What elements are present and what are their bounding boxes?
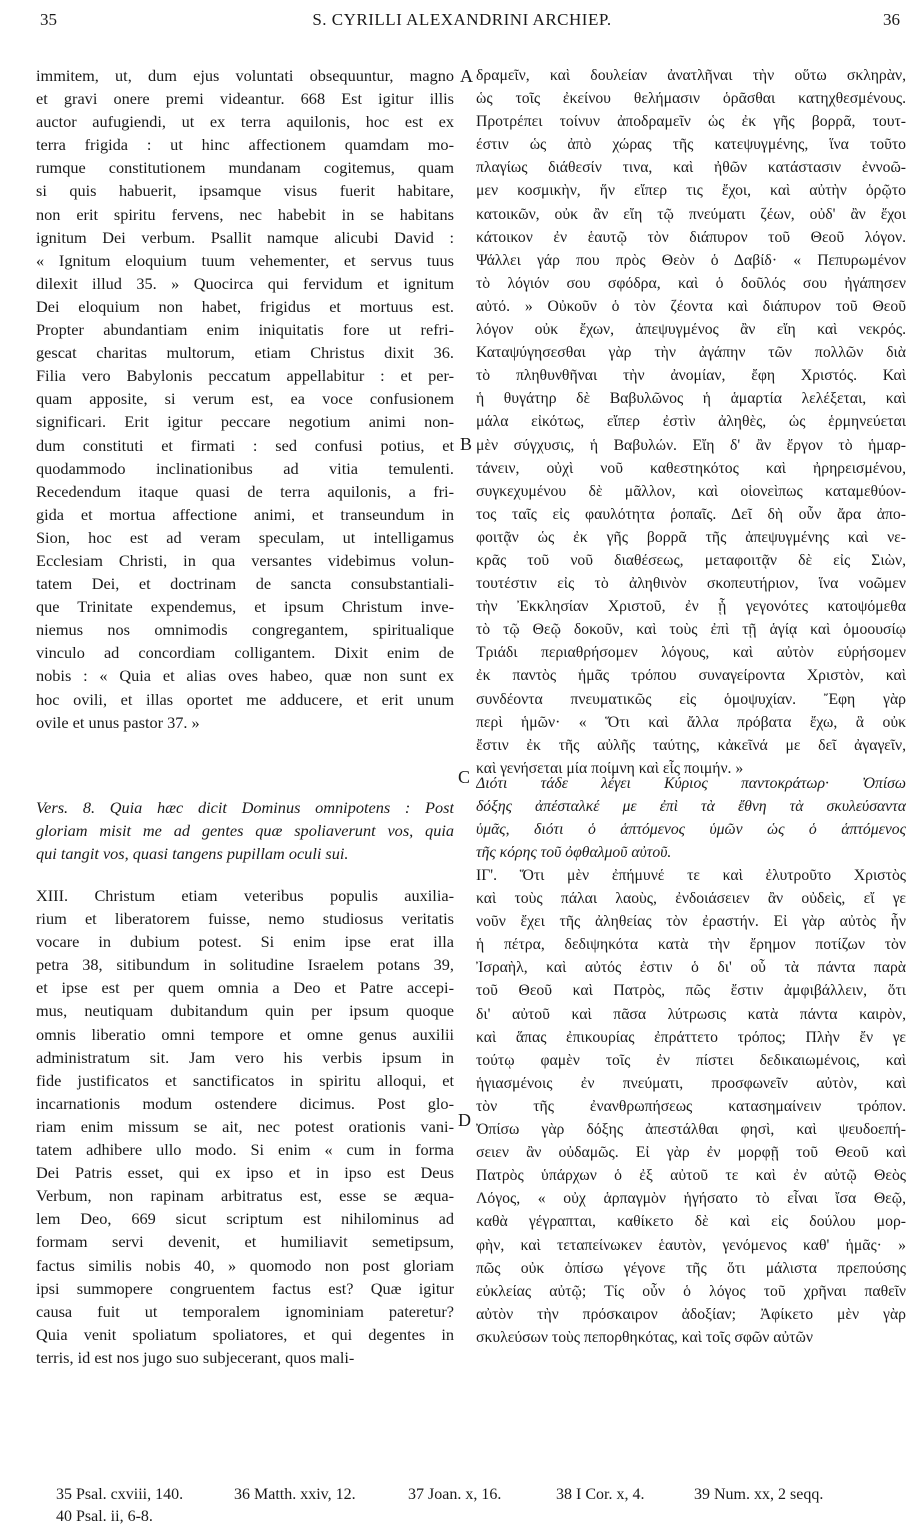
text-line: omnis liberatio omni tempore et omne genus auxilii [36, 1024, 454, 1044]
text-line: συνδέοντα πνευματικῶς εἰς ὁμοψυχίαν. Ἔφη γὰρ [476, 690, 906, 708]
text-line: ovile et unus pastor 37. » [36, 712, 200, 732]
text-line: Διότι τάδε λέγει Κύριος παντοκράτωρ· Ὀπίσω [476, 775, 906, 792]
text-line: lem Deo, 669 sicut scriptum est nihilominus ad [36, 1209, 454, 1229]
latin-column-block-2 [36, 884, 454, 1369]
text-line: Dei Patris esset, qui ex ipso et in ipso est Deus [36, 1163, 454, 1183]
text-line: Ὀπίσω γὰρ δόξης ἀπεστάλθαι φησὶ, καὶ ψευδοεπή- [476, 1121, 906, 1139]
margin-letter-d: D [458, 1110, 471, 1130]
text-line: αὐτό. » Οὐκοῦν ὁ τὸν ζέοντα καὶ διάπυρον τοῦ Θεοῦ [476, 297, 906, 315]
latin-verse [36, 796, 454, 865]
text-line: αὐτὸν τὴν πρόσκαιρον ἀδοξίαν; Ἀφίκετο μὲν γὰρ [476, 1305, 906, 1323]
text-line: τὸ λόγιόν σου σφόδρα, καὶ ὁ δοῦλός σου ἠγάπησεν [476, 274, 906, 292]
text-line: terris, id est nos jugo suo subjecerant, quos mali- [36, 1347, 355, 1367]
text-line: factus similis nobis 40, » quomodo non post gloriam [36, 1255, 454, 1275]
text-line: φοιτᾷν ὡς ἐκ γῆς βορρᾶ τῆς ἀπεψυγμένης καὶ νε- [476, 528, 906, 546]
text-line: τὸν τῆς ἐνανθρωπήσεως κατασημαίνειν τρόπον. [476, 1097, 906, 1115]
text-line: φὴν, καὶ τεταπείνωκεν ἑαυτὸν, γενόμενος καθ' ἡμᾶς· » [476, 1236, 906, 1254]
text-line: vinculo ad concordiam colligantem. Dixit enim de [36, 643, 454, 663]
text-line: πλαγίως διάθεσίν τινα, καὶ ἠθῶν κατάστασιν ἐννοῶ- [476, 159, 906, 177]
text-line: ignitum Dei verbum. Psallit namque alicubi David : [36, 227, 454, 247]
margin-letter-a: A [460, 66, 473, 86]
text-line: τὴν Ἐκκλησίαν Χριστοῦ, ἐν ᾗ γεγονότες κατοψόμεθα [476, 598, 906, 616]
text-line: σειεν ἂν οὐδαμῶς. Εἰ γὰρ ἐν μορφῇ τοῦ Θεοῦ καὶ [476, 1144, 906, 1162]
text-line: gescat charitas multorum, etiam Christus dixit 36. [36, 343, 454, 363]
margin-letter-b: B [460, 434, 473, 454]
text-line: petra 38, sitibundum in solitudine Israelem potans 39, [36, 955, 454, 975]
text-line: ΙΓ'. Ὅτι μὲν ἐπήμυνέ τε καὶ ἐλυτροῦτο Χριστὸς [476, 867, 906, 884]
text-line: ἔστιν ἐκ τῆς αὐλῆς ταύτης, κἀκεῖνά με δεῖ ἀγαγεῖν, [476, 736, 906, 754]
text-line: Filia vero Babylonis peccatum appellabitur : et per- [36, 366, 454, 386]
footnote-38: 38 I Cor. x, 4. [556, 1486, 645, 1503]
text-line: tatem adhibere ullo modo. Si enim « cum in forma [36, 1140, 454, 1160]
text-line: ἡ πέτρα, δεδιψηκότα κατὰ τὴν ἔρημον ποτίζων τὸν [476, 936, 906, 954]
text-line: « Ignitum eloquium tuum vehementer, et servus tuus [36, 250, 454, 270]
text-line: δραμεῖν, καὶ δουλείαν ἀνατλῆναι τὴν οὕτω σκληρὰν, [476, 67, 906, 84]
text-line: immitem, ut, dum ejus voluntati obsequuntur, magno [36, 66, 454, 85]
text-line: κάτοικον ἐν ἑαυτῷ τὸν διάπυρον τοῦ Θεοῦ λόγον. [476, 228, 906, 246]
text-line: τος ταῖς εἰς φαυλότητα ῥοπαῖς. Δεῖ δὴ οὖν ἄρα ἀπο- [476, 505, 906, 523]
text-line: καὶ τοὺς πάλαι λαοὺς, ἐνδοιάσειεν ἂν οὐδεὶς, εἴ γε [476, 890, 906, 908]
text-line: Quia venit spoliatum spoliatores, et qui degentes in [36, 1324, 454, 1344]
footnote-39: 39 Num. xx, 2 seqq. [694, 1486, 824, 1503]
footnote-40: 40 Psal. ii, 6-8. [56, 1508, 153, 1525]
text-line: τουτέστιν εἰς τὸ ἀληθινὸν σκοπευτήριον, ἵνα νοῶμεν [476, 575, 906, 593]
page-number-left: 35 [40, 10, 57, 29]
text-line: τὸ πληθυνθῆναι τὴν ἀνομίαν, ἔφη Χριστός. Καὶ [476, 367, 906, 385]
text-line: Recedendum itaque quasi de terra aquilonis, a fri- [36, 481, 454, 501]
text-line: μάλα εἰκότως, εἴπερ ἐστὶν ἀληθὲς, ὡς ἑρμηνεύεται [476, 413, 906, 431]
text-line: τῆς κόρης τοῦ ὀφθαλμοῦ αὐτοῦ. [476, 844, 672, 862]
text-line: fide justificatos et sanctificatos in spiritu alloqui, et [36, 1070, 454, 1090]
text-line: Vers. 8. Quia hæc dicit Dominus omnipotens : Post [36, 798, 454, 817]
running-title: S. CYRILLI ALEXANDRINI ARCHIEP. [312, 10, 612, 29]
text-line: δόξης ἀπέσταλκέ με ἐπὶ τὰ ἔθνη τὰ σκυλεύσαντα [476, 798, 906, 816]
text-line: Προτρέπει τοίνυν ἀποδραμεῖν ὡς ἐκ γῆς βορρᾶ, τουτ- [476, 113, 906, 131]
text-line: Propter abundantiam enim iniquitatis fore ut refri- [36, 320, 454, 340]
text-line: gida et mortua affectione animi, et transeundum in [36, 504, 454, 524]
text-line: XIII. Christum etiam veteribus populis auxilia- [36, 886, 454, 905]
text-line: significari. Erit igitur peccare negotium animi non- [36, 412, 454, 432]
text-line: et gravi onere premi videantur. 668 Est igitur illis [36, 89, 454, 109]
text-line: κρᾶς τοῦ νοῦ διαθέσεως, μεταφοιτᾷν δὲ εἰς Σιὼν, [476, 551, 906, 569]
text-line: ὑμᾶς, διότι ὁ ἁπτόμενος ὑμῶν ὡς ὁ ἁπτόμενος [476, 821, 906, 839]
text-line: τάνειν, οὐχὶ νοῦ καθεστηκότος καὶ ἠρηρεισμένου, [476, 459, 906, 477]
text-line: μὲν σύγχυσις, ἡ Βαβυλών. Εἴη δ' ἂν ἔργον τὸ ἡμαρ- [476, 436, 906, 454]
text-line: Sion, hoc est ad veram speculam, ut intelligamus [36, 527, 454, 547]
text-line: riam enim missum se ait, nec potest orationis vani- [36, 1116, 454, 1136]
text-line: καθὰ γέγραπται, καθίκετο δὲ καὶ εἰς δούλου μορ- [476, 1213, 906, 1231]
text-line: καὶ γενήσεται μία ποίμνη καὶ εἷς ποιμήν. » [476, 759, 744, 777]
text-line: causa fuit ut temporalem ignominiam pateretur? [36, 1301, 454, 1321]
text-line: τὸ τῷ Θεῷ δοκοῦν, καὶ τοὺς ἐπὶ τῇ ἁγίᾳ καὶ ὁμοουσίῳ [476, 621, 906, 639]
text-line: et ipse est per quem omnia a Deo et Patre accepi- [36, 978, 454, 998]
text-line: ἐκ παντὸς ἡμᾶς τρόπου συναγείροντα Χριστὸν, καὶ [476, 667, 906, 685]
text-line: Πατρὸς ὑπάρχων ὁ ἐξ αὐτοῦ τε καὶ ἐν αὐτῷ Θεὸς [476, 1167, 906, 1185]
text-line: Καταψύγησεσθαι γὰρ τὴν ἀγάπην τῶν πολλῶν διὰ [476, 344, 906, 362]
text-line: Ἰσραὴλ, καὶ αὐτός ἐστιν ὁ δι' οὗ τὰ πάντα παρὰ [476, 959, 906, 977]
text-line: non erit spiritu fervens, nec habebit in se habitans [36, 204, 454, 224]
text-line: σκυλεύσων τοὺς πεπορθηκότας, καὶ τοῖς σφῶν αὐτῶν [476, 1328, 813, 1346]
text-line: rium et liberatorem fuisse, nemo studiosus veritatis [36, 909, 454, 929]
text-line: κατοικῶν, οὐκ ἂν εἴη τῷ πνεύματι ζέων, οὐδ' ἂν ἔχοι [476, 205, 906, 223]
text-line: formam servi devenit, et humiliavit semetipsum, [36, 1232, 454, 1252]
text-line: administratum sit. Jam vero his verbis ipsum in [36, 1047, 454, 1067]
text-line: Dei eloquium non habet, frigidus et mortuus est. [36, 296, 454, 316]
text-line: έστιν ὡς ἀπὸ χώρας τῆς κατεψυγμένης, ἵνα τοῦτο [476, 136, 906, 154]
text-line: ἡγιασμένοις ἐν πνεύματι, προσφωνεῖν αὐτὸν, καὶ [476, 1074, 906, 1092]
text-line: si quis habuerit, ipsamque visus fuerit habitare, [36, 181, 454, 201]
text-line: terra frigida : ut hinc affectionem quamdam mo- [36, 135, 454, 155]
text-line: τοῦ Θεοῦ καὶ Πατρὸς, πῶς ἔστιν ἀμφιβάλλειν, ὅτι [476, 982, 906, 1000]
text-line: τούτῳ φαμὲν τοῖς ἐν πίστει δεδικαιωμένοις, καὶ [476, 1051, 906, 1069]
text-line: quam apposite, si verum est, ea voce confusionem [36, 389, 454, 409]
text-line: μεν κοσμικὴν, ἥν εἴπερ τις ἔχοι, καὶ αὐτὴν ὁρῷτο [476, 182, 906, 200]
running-header [0, 10, 924, 34]
text-line: ipsi summopere congruentem factus est? Quæ igitur [36, 1278, 454, 1298]
latin-column-block-1 [36, 64, 454, 734]
text-line: qui tangit vos, quasi tangens pupillam oculi sui. [36, 844, 349, 864]
text-line: δι' αὐτοῦ καὶ πᾶσα λύτρωσις κατὰ πάντα καιρὸν, [476, 1005, 906, 1023]
text-line: tatem Dei, et doctrinam de sancta consubstantiali- [36, 574, 454, 594]
greek-verse [476, 772, 906, 864]
text-line: Verbum, non rapinam arbitratus est, esse se æqua- [36, 1186, 454, 1206]
text-line: ὡς τοῖς ἐκείνου θελήμασιν ὁρᾶσθαι κατηχθεσμένους. [476, 90, 906, 108]
text-line: vocare in dubium potest. Si enim ipse erat illa [36, 932, 454, 952]
page-number-right: 36 [883, 10, 900, 29]
footnote-37: 37 Joan. x, 16. [408, 1486, 502, 1503]
text-line: Λόγος, « οὐχ ἁρπαγμὸν ἡγήσατο τὸ εἶναι ἴσα Θεῷ, [476, 1190, 906, 1208]
text-line: mus, neutiquam dubitandum quin per ipsum quoque [36, 1001, 454, 1021]
text-line: quodammodo inclinationibus ad vitia temulenti. [36, 458, 454, 478]
text-line: ἡ θυγάτηρ δὲ Βαβυλῶνος ἡ ἁμαρτία λελέξεται, καὶ [476, 390, 906, 408]
margin-letter-c: C [458, 767, 471, 787]
footnote-35: 35 Psal. cxviii, 140. [56, 1486, 184, 1503]
text-line: καὶ ἅπας ἐπικουρίας ἐπράττετο τρόπος; Πλὴν ἔν γε [476, 1028, 906, 1046]
text-line: hoc ovili, et illas oportet me adducere, et erit unum [36, 689, 454, 709]
text-line: dilexit illud 35. » Quocirca qui fervidum et ignitum [36, 273, 454, 293]
text-line: εὐκλείας αὐτῷ; Τίς οὖν ὁ λόγος τοῦ χρῆναι παθεῖν [476, 1282, 906, 1300]
footnotes [36, 1484, 906, 1528]
text-line: gloriam misit me ad gentes quæ spoliaverunt vos, quia [36, 821, 454, 841]
text-line: niemus nos omnimodis congregantem, spiritualique [36, 620, 454, 640]
text-line: nobis : « Quia et alias oves habeo, quæ non sunt ex [36, 666, 454, 686]
text-line: rumque constitutionem mundanam cogitemus, quam [36, 158, 454, 178]
text-line: λόγον οὐκ ἔχων, ἀπεψυγμένος ἂν εἴη καὶ νεκρός. [476, 321, 906, 339]
text-line: πῶς οὐκ ὀπίσω γέγονε τῆς ὅτι μάλιστα πρεπούσης [476, 1259, 906, 1277]
text-line: dum constituti et firmati : sed confusi potius, et [36, 435, 454, 455]
text-line: Ψάλλει γάρ που πρὸς Θεὸν ὁ Δαβίδ· « Πεπυρωμένον [476, 251, 906, 269]
greek-column-block-1 [476, 64, 906, 780]
footnote-36: 36 Matth. xxiv, 12. [234, 1486, 356, 1503]
text-line: auctor aufugiendi, ut ex terra aquilonis, hoc est ex [36, 112, 454, 132]
text-line: Ecclesiam Christi, in qua versantes videbimus volun- [36, 550, 454, 570]
text-line: que Trinitate expendemus, et ipsum Christum inve- [36, 597, 454, 617]
text-line: περὶ ἡμῶν· « Ὅτι καὶ ἄλλα πρόβατα ἔχω, ἃ οὐκ [476, 713, 906, 731]
text-line: incarnationis modum ostendere dicimus. Post glo- [36, 1093, 454, 1113]
greek-column-block-2 [476, 864, 906, 1349]
text-line: Τριάδι περιαθρήσομεν λόγους, καὶ αὐτὸν εὑρήσομεν [476, 644, 906, 662]
text-line: συγκεχυμένου δὲ μᾶλλον, καὶ οἱονεὶπως καταμεθύον- [476, 482, 906, 500]
text-line: νοῦν ἔχει τῆς ἀληθείας τὸν ἐραστήν. Εἰ γὰρ αὐτὸς ἦν [476, 913, 906, 931]
